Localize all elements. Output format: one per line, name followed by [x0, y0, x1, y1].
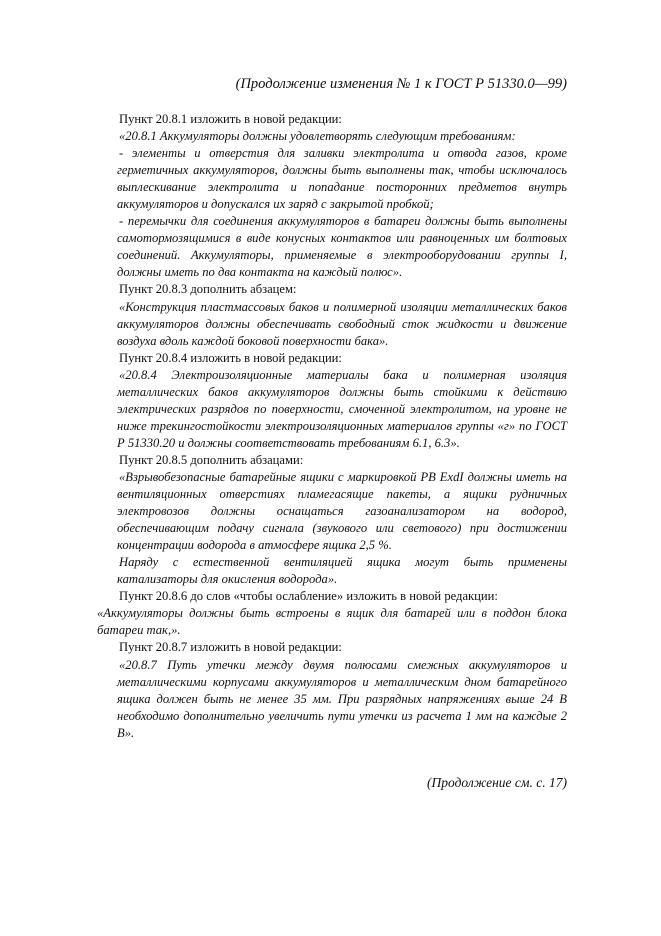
paragraph-10: «Взрывобезопасные батарейные ящики с маркировкой PB ExdI должны иметь на вентиляционных отверстиях пламегасящие пакеты, а ящики рудничных электровозов должны оснащаться газоанализатором на водород, обеспечивающим подачу сигнала (звукового или светового) при достижении концентрации водорода в атмосфере ящика 2,5 %. — [117, 469, 567, 553]
paragraph-5: Пункт 20.8.3 дополнить абзацем: — [119, 282, 297, 297]
paragraph-2: «20.8.1 Аккумуляторы должны удовлетворять следующим требованиям: — [119, 129, 516, 144]
paragraph-8: «20.8.4 Электроизоляционные материалы бака и полимерная изоляция металлических баков аккумуляторов должны быть стойкими к действию электрических разрядов по поверхности, смоченной электролитом, на уровне не ниже трекингостойкости электроизоляционных материалов группы «г» по ГОСТ Р 51330.20 и должны соответствовать требованиям 6.1, 6.3». — [117, 367, 567, 450]
paragraph-6: «Конструкция пластмассовых баков и полимерной изоляции металлических баков аккумуляторов должны обеспечивать свободный сток жидкости и движение воздуха вдоль каждой боковой поверхности бака». — [117, 299, 567, 348]
paragraph-14: Пункт 20.8.7 изложить в новой редакции: — [119, 640, 342, 655]
paragraph-11: Наряду с естественной вентиляцией ящика могут быть применены катализаторы для окисления водорода». — [117, 555, 567, 587]
paragraph-3: - элементы и отверстия для заливки электролита и отвода газов, кроме герметичных аккумуляторов, должны быть выполнены так, чтобы исключалось выплескивание электролита и попадание посторонних предметов внутрь аккумуляторов и допускался их заряд с закрытой пробкой; — [117, 146, 567, 212]
paragraph-9: Пункт 20.8.5 дополнить абзацами: — [119, 452, 304, 467]
document-body — [97, 111, 567, 742]
paragraph-13: «Аккумуляторы должны быть встроены в ящик для батарей или в поддон блока батареи так,». — [97, 606, 567, 638]
paragraph-4: - перемычки для соединения аккумуляторов в батареи должны быть выполнены самотормозящимися в виде конусных контактов или равноценных им болтовых соединений. Аккумуляторы, применяемые в электрооборудовании группы I, должны иметь по два контакта на каждый полюс». — [117, 214, 567, 280]
paragraph-1: Пункт 20.8.1 изложить в новой редакции: — [119, 112, 342, 126]
paragraph-15: «20.8.7 Путь утечки между двумя полюсами смежных аккумуляторов и металлическими корпусами аккумуляторов и металлическим дном батарейного ящика должен быть не менее 35 мм. При разрядных напряжениях выше 24 В необходимо дополнительно увеличить пути утечки из расчета 1 мм на каждые 2 В». — [117, 657, 567, 740]
page-footer: (Продолжение см. с. 17) — [427, 775, 567, 790]
paragraph-12: Пункт 20.8.6 до слов «чтобы ослабление» изложить в новой редакции: — [119, 589, 498, 604]
paragraph-7: Пункт 20.8.4 изложить в новой редакции: — [119, 350, 342, 365]
page-header: (Продолжение изменения № 1 к ГОСТ Р 51330.0—99) — [235, 76, 567, 92]
